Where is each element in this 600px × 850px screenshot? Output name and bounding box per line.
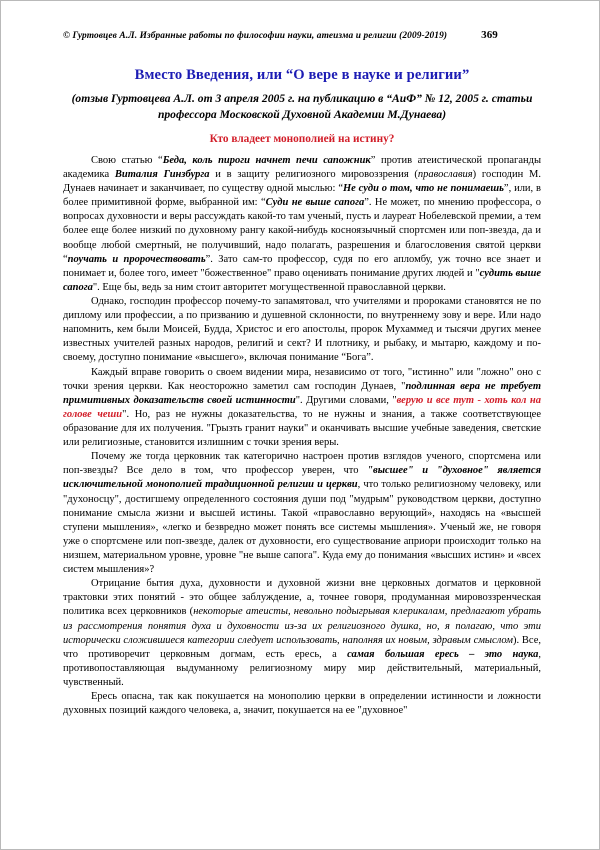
text-run: Каждый вправе говорить о своем видении мира, независимо от того, "истинно" или "ложно" оно с точки зрения церкви. Как неосторожно заметил сам господин Дунаев, " bbox=[63, 366, 541, 392]
paragraph-1 bbox=[63, 154, 541, 295]
emphasis-run: "высшее" и "духовное" является исключительной монополией традиционной религии и церкви bbox=[63, 465, 541, 491]
emphasis-run: подлинная вера не требует примитивных доказательств своей истинности bbox=[63, 380, 541, 406]
text-run: ". Другими словами, " bbox=[295, 394, 397, 406]
text-run: ) господин М. Дунаев начинает и заканчивает, по существу одной мыслью: “ bbox=[63, 169, 541, 195]
emphasis-run: Виталия Гинзбурга bbox=[114, 169, 210, 181]
text-run: Отрицание бытия духа, духовности и духовной жизни вне церковных догматов и церковной трактовки этих понятий - это общее заблуждение, а, точнее говоря, продуманная мировоззренческая политика всех церковников ( bbox=[63, 578, 541, 618]
section-heading: Кто владеет монополией на истину? bbox=[209, 132, 395, 145]
text-run: ”, или, в более примитивной форме, выбранной им: “ bbox=[63, 183, 542, 209]
page-number: 369 bbox=[481, 29, 498, 41]
text-run: ” против атеистической пропаганды академика bbox=[63, 154, 541, 181]
emphasis-run: судить выше сапога bbox=[63, 267, 541, 293]
text-run: ”. Зато сам-то профессор, судя по его апломбу, уж точно все знает и понимает и, более того, имеет "божественное" право оценивать понимание других людей и " bbox=[63, 253, 541, 279]
text-run: ”. Не может, по мнению профессора, о вопросах духовности и веры рассуждать какой-то там ученый, пусть и лауреат Нобелевской премии, а тем более еще более низкий по духовному рангу какой-нибудь косноязычный спортсмен или поп-звезда, да и вообще любой смертный, не получивший, надо полагать, разрешения и благословения святой церкви “ bbox=[63, 197, 541, 265]
text-run: ). Все, что противоречит церковным догмам, есть ересь, а bbox=[63, 634, 542, 660]
page-subtitle: (отзыв Гуртовцева А.Л. от 3 апреля 2005 г. на публикацию в “АиФ” № 12, 2005 г. статьи профессора Московской Духовной Академии М.Дунаева) bbox=[71, 92, 533, 122]
page-content bbox=[63, 29, 541, 718]
text-run: Однако, господин профессор почему-то запамятовал, что учителями и пророками становятся не по диплому или профессии, а по призванию и душевной склонности, по внутреннему зову и вере. Или надо напомнить, кем были Моисей, Будда, Христос и его апостолы, пророк Мухаммед и тысячи других менее известных учителей разных народов, религий и сект? И плотнику, и рыбаку, и мытарю, каждому и по-своему, доступно понимание «высшего», включая понимание “Бога”. bbox=[63, 296, 541, 364]
emphasis-run: Суди не выше сапога bbox=[265, 197, 365, 209]
emphasis-run: самая большая ересь – это наука bbox=[347, 648, 539, 660]
paragraph-2 bbox=[63, 295, 541, 366]
copyright-notice: © Гуртовцев А.Л. Избранные работы по философии науки, атеизма и религии (2009-2019) bbox=[63, 31, 448, 41]
text-run: ". Еще бы, ведь за ним стоит авторитет могущественной православной церкви. bbox=[92, 281, 446, 293]
text-run: , что только религиозному человеку, или "духоносцу", достигшему определенного состояния души под "мудрым" руководством церкви, доступно понимание смысла жизни и высшей истины. Такой «православно верующий», находясь на «высшей ступени мышления», «легко и безвредно может понять все системы мышления». Ученый же, не говоря уже о спортсмене или поп-звезде, далек от духовности, его существование априори происходит только на низшем, материальном уровне, уровне "не выше сапога". Куда ему до понимания «высших истин» и «всех систем мышления»? bbox=[63, 479, 541, 576]
page-title: Вместо Введения, или “О вере в науке и религии” bbox=[134, 67, 470, 83]
body-text bbox=[63, 154, 541, 718]
running-header bbox=[63, 29, 541, 41]
paragraph-3 bbox=[63, 366, 541, 451]
paragraph-4 bbox=[63, 450, 541, 577]
text-run: ". Но, раз не нужны доказательства, то не нужны и знания, а также соответствующее образование для их получения. "Грызть гранит науки" и оканчивать высшие учебные заведения, светские или религиозные, становится излишним с точки зрения веры. bbox=[63, 408, 541, 449]
emphasis-run: Беда, коль пироги начнет печи сапожник bbox=[162, 154, 371, 166]
emphasis-run-red: верую и все тут - хоть кол на голове чеши bbox=[63, 394, 541, 420]
text-run: Ересь опасна, так как покушается на монополию церкви в определении истинности и ложности духовных позиций каждого человека, а, значит, покушается на ее "духовное" bbox=[63, 691, 541, 717]
emphasis-run: православия bbox=[417, 169, 473, 181]
text-run: Почему же тогда церковник так категорично настроен против взглядов ученого, спортсмена или поп-звезды? Все дело в том, что профессор уверен, что bbox=[63, 451, 541, 477]
text-run: , противопоставляющая выдуманному религиозному миру мир действительный, материальный, чувственный. bbox=[63, 648, 541, 688]
text-run: Свою статью “ bbox=[91, 154, 163, 166]
emphasis-run: Не суди о том, что не понимаешь bbox=[342, 183, 504, 195]
paragraph-5 bbox=[63, 577, 541, 690]
paragraph-6 bbox=[63, 690, 541, 718]
text-run: и в защиту религиозного мировоззрения ( bbox=[209, 169, 418, 181]
emphasis-run: некоторые атеисты, невольно подыгрывая клерикалам, предлагают убрать из рассмотрения понятия духа и духовности из-за их религиозного душка, но, я полагаю, что эти исторически сложившиеся категории следует использовать, наполняя их новым, здравым смыслом bbox=[63, 606, 541, 646]
emphasis-run: поучать и пророчествовать bbox=[67, 253, 206, 265]
